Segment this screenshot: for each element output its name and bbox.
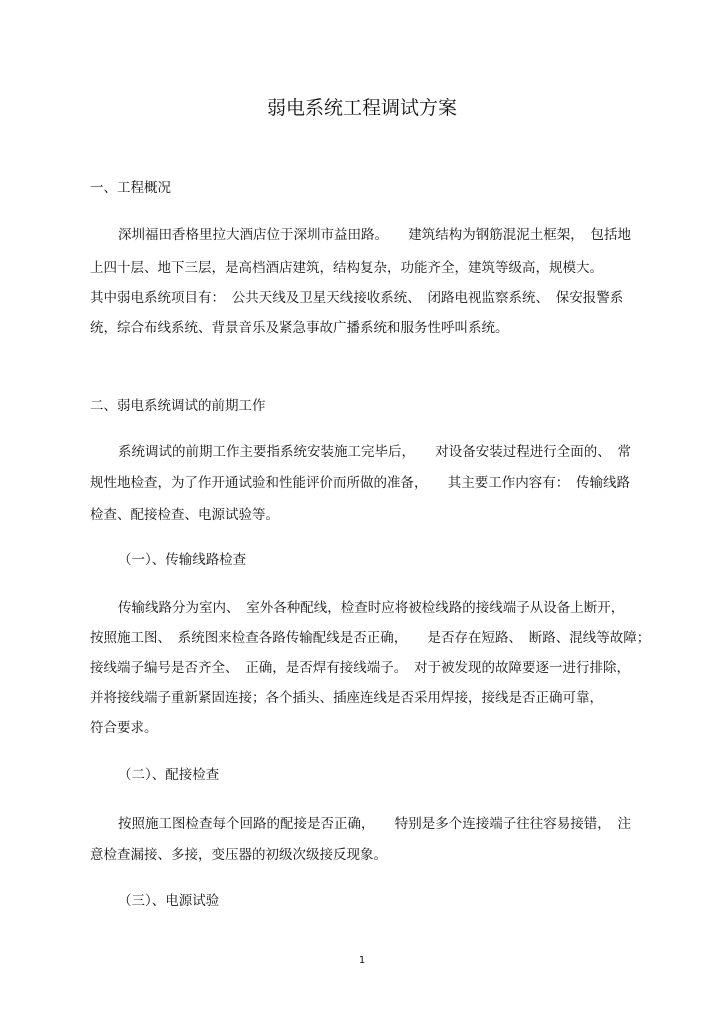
subsection-heading-wiring-check: （二）、配接检查	[118, 767, 220, 783]
subsection-heading-line-check: （一）、传输线路检查	[118, 552, 247, 568]
paragraph-line: 深圳福田香格里拉大酒店位于深圳市益田路。 建筑结构为钢筋混泥土框架， 包括地	[118, 227, 631, 243]
paragraph-line: 按照施工图、 系统图来检查各路传输配线是否正确， 是否存在短路、 断路、混线等故障；	[90, 630, 651, 646]
paragraph-line: 传输线路分为室内、 室外各种配线，检查时应将被检线路的接线端子从设备上断开，	[118, 600, 625, 616]
subsection-heading-power-test: （三）、电源试验	[118, 893, 220, 909]
section-heading-overview: 一、工程概况	[90, 180, 171, 196]
page-number: 1	[358, 955, 366, 966]
document-title: 弱电系统工程调试方案	[266, 97, 457, 119]
paragraph-line: 规性地检查，为了作开通试验和性能评价而所做的准备， 其主要工作内容有： 传输线路	[90, 475, 630, 491]
paragraph-line: 并将接线端子重新紧固连接；各个插头、插座连线是否采用焊接，接线是否正确可靠，	[90, 690, 603, 706]
paragraph-line: 系统调试的前期工作主要指系统安装施工完毕后， 对设备安装过程进行全面的、 常	[118, 444, 631, 460]
paragraph-line: 上四十层、地下三层，是高档酒店建筑，结构复杂，功能齐全，建筑等级高，规模大。	[90, 260, 603, 276]
section-heading-preliminary-work: 二、弱电系统调试的前期工作	[90, 398, 266, 414]
paragraph-line: 符合要求。	[90, 720, 158, 736]
paragraph-line: 其中弱电系统项目有： 公共天线及卫星天线接收系统、 闭路电视监察系统、 保安报警系	[90, 290, 624, 306]
paragraph-line: 按照施工图检查每个回路的配接是否正确， 特别是多个连接端子往往容易接错， 注	[118, 816, 631, 832]
paragraph-line: 意检查漏接、多接，变压器的初级次级接反现象。	[90, 847, 387, 863]
paragraph-line: 接线端子编号是否齐全、 正确，是否焊有接线端子。 对于被发现的故障要逐一进行排除，	[90, 660, 630, 676]
paragraph-line: 检查、配接检查、电源试验等。	[90, 507, 279, 523]
paragraph-line: 统，综合布线系统、背景音乐及紧急事故广播系统和服务性呼叫系统。	[90, 320, 509, 336]
